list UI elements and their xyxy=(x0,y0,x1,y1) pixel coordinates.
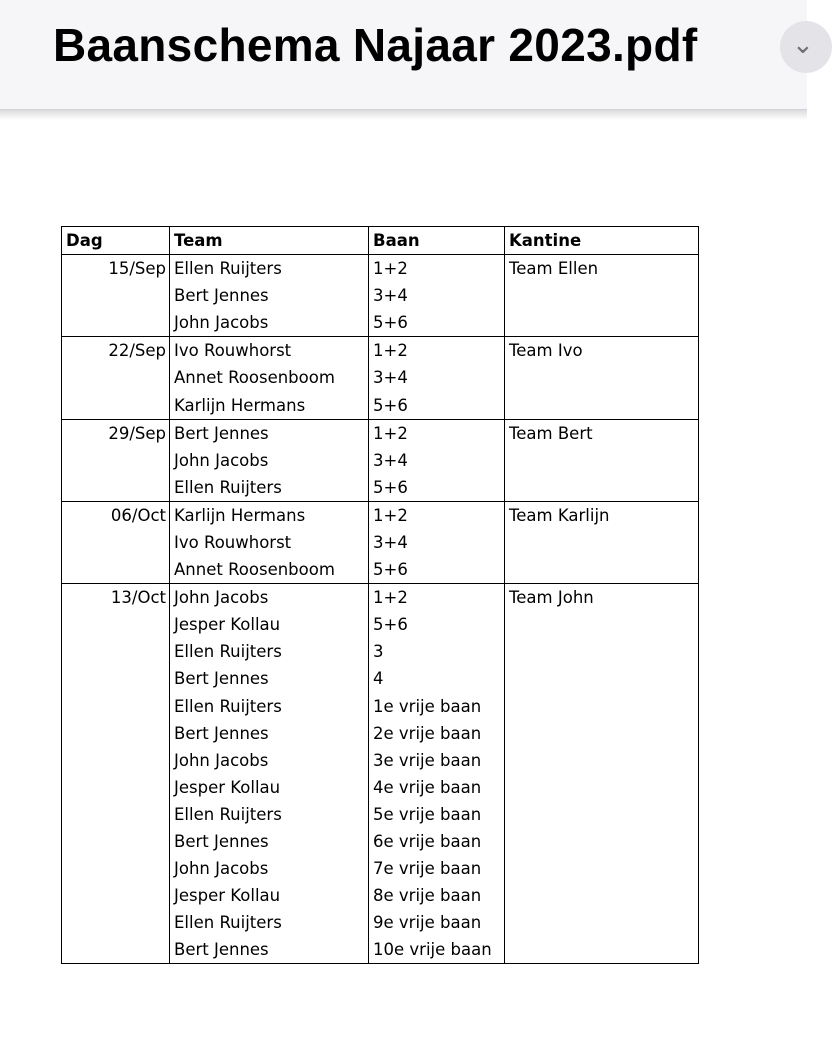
cell-baan: 3 xyxy=(369,638,505,665)
cell-baan: 3+4 xyxy=(369,364,505,391)
cell-baan: 10e vrije baan xyxy=(369,936,505,964)
table-row xyxy=(62,855,699,882)
cell-team: Jesper Kollau xyxy=(170,774,369,801)
cell-team: Jesper Kollau xyxy=(170,611,369,638)
cell-kantine xyxy=(505,447,699,474)
table-row xyxy=(62,309,699,337)
cell-kantine xyxy=(505,556,699,584)
schedule-body xyxy=(62,255,699,964)
cell-kantine xyxy=(505,529,699,556)
cell-baan: 3e vrije baan xyxy=(369,747,505,774)
cell-kantine xyxy=(505,747,699,774)
cell-kantine xyxy=(505,282,699,309)
cell-dag xyxy=(62,855,170,882)
title-bar xyxy=(0,0,814,110)
table-row xyxy=(62,474,699,502)
title-bar-shadow xyxy=(0,110,807,120)
table-row xyxy=(62,882,699,909)
cell-kantine xyxy=(505,801,699,828)
table-header-row xyxy=(62,227,699,255)
cell-kantine xyxy=(505,720,699,747)
cell-team: Ellen Ruijters xyxy=(170,255,369,283)
cell-dag xyxy=(62,882,170,909)
cell-baan: 4 xyxy=(369,665,505,692)
cell-team: Ellen Ruijters xyxy=(170,693,369,720)
cell-dag xyxy=(62,282,170,309)
cell-team: Annet Roosenboom xyxy=(170,556,369,584)
cell-dag xyxy=(62,638,170,665)
cell-kantine: Team Karlijn xyxy=(505,501,699,529)
cell-dag xyxy=(62,611,170,638)
table-row xyxy=(62,936,699,964)
cell-baan: 3+4 xyxy=(369,282,505,309)
column-header-dag: Dag xyxy=(62,227,170,255)
cell-baan: 3+4 xyxy=(369,529,505,556)
cell-dag: 22/Sep xyxy=(62,337,170,365)
cell-team: Ellen Ruijters xyxy=(170,474,369,502)
table-row xyxy=(62,419,699,447)
cell-team: Ellen Ruijters xyxy=(170,909,369,936)
table-row xyxy=(62,801,699,828)
cell-dag xyxy=(62,529,170,556)
cell-kantine: Team John xyxy=(505,584,699,612)
cell-baan: 1+2 xyxy=(369,584,505,612)
cell-baan: 1+2 xyxy=(369,337,505,365)
cell-kantine xyxy=(505,855,699,882)
table-row xyxy=(62,282,699,309)
column-header-team: Team xyxy=(170,227,369,255)
cell-kantine xyxy=(505,665,699,692)
cell-dag xyxy=(62,474,170,502)
cell-dag: 13/Oct xyxy=(62,584,170,612)
cell-kantine: Team Bert xyxy=(505,419,699,447)
cell-kantine xyxy=(505,909,699,936)
cell-baan: 5+6 xyxy=(369,556,505,584)
cell-dag xyxy=(62,693,170,720)
cell-team: Jesper Kollau xyxy=(170,882,369,909)
cell-baan: 5+6 xyxy=(369,474,505,502)
cell-team: Karlijn Hermans xyxy=(170,501,369,529)
cell-team: Bert Jennes xyxy=(170,720,369,747)
table-row xyxy=(62,584,699,612)
table-row xyxy=(62,828,699,855)
cell-team: Bert Jennes xyxy=(170,419,369,447)
table-row xyxy=(62,611,699,638)
table-row xyxy=(62,747,699,774)
table-row xyxy=(62,364,699,391)
table-row xyxy=(62,720,699,747)
cell-dag: 29/Sep xyxy=(62,419,170,447)
cell-dag: 15/Sep xyxy=(62,255,170,283)
cell-team: Ivo Rouwhorst xyxy=(170,529,369,556)
cell-team: Bert Jennes xyxy=(170,936,369,964)
cell-baan: 3+4 xyxy=(369,447,505,474)
cell-team: John Jacobs xyxy=(170,747,369,774)
cell-baan: 5+6 xyxy=(369,611,505,638)
table-row xyxy=(62,501,699,529)
cell-kantine xyxy=(505,828,699,855)
cell-dag xyxy=(62,909,170,936)
cell-kantine xyxy=(505,611,699,638)
cell-team: Bert Jennes xyxy=(170,282,369,309)
column-header-kantine: Kantine xyxy=(505,227,699,255)
cell-dag xyxy=(62,936,170,964)
cell-team: Ellen Ruijters xyxy=(170,801,369,828)
cell-baan: 8e vrije baan xyxy=(369,882,505,909)
cell-baan: 1+2 xyxy=(369,255,505,283)
table-row xyxy=(62,909,699,936)
cell-baan: 4e vrije baan xyxy=(369,774,505,801)
cell-dag xyxy=(62,828,170,855)
cell-baan: 9e vrije baan xyxy=(369,909,505,936)
cell-dag xyxy=(62,747,170,774)
table-row xyxy=(62,447,699,474)
cell-dag xyxy=(62,364,170,391)
cell-kantine xyxy=(505,693,699,720)
cell-dag xyxy=(62,309,170,337)
title-menu-button[interactable] xyxy=(780,21,832,73)
cell-dag: 06/Oct xyxy=(62,501,170,529)
table-row xyxy=(62,774,699,801)
cell-kantine xyxy=(505,882,699,909)
cell-dag xyxy=(62,720,170,747)
cell-kantine xyxy=(505,638,699,665)
cell-baan: 6e vrije baan xyxy=(369,828,505,855)
cell-baan: 1+2 xyxy=(369,501,505,529)
cell-team: Bert Jennes xyxy=(170,665,369,692)
cell-kantine xyxy=(505,936,699,964)
cell-team: Karlijn Hermans xyxy=(170,391,369,419)
table-row xyxy=(62,391,699,419)
cell-team: Annet Roosenboom xyxy=(170,364,369,391)
table-row xyxy=(62,665,699,692)
cell-kantine xyxy=(505,364,699,391)
cell-kantine xyxy=(505,774,699,801)
cell-team: Ivo Rouwhorst xyxy=(170,337,369,365)
table-row xyxy=(62,638,699,665)
cell-dag xyxy=(62,665,170,692)
cell-baan: 5+6 xyxy=(369,309,505,337)
cell-team: John Jacobs xyxy=(170,855,369,882)
cell-team: John Jacobs xyxy=(170,584,369,612)
cell-team: John Jacobs xyxy=(170,309,369,337)
cell-baan: 5+6 xyxy=(369,391,505,419)
cell-team: Bert Jennes xyxy=(170,828,369,855)
cell-dag xyxy=(62,774,170,801)
table-row xyxy=(62,693,699,720)
table-row xyxy=(62,255,699,283)
cell-baan: 5e vrije baan xyxy=(369,801,505,828)
table-row xyxy=(62,529,699,556)
table-row xyxy=(62,337,699,365)
cell-kantine xyxy=(505,474,699,502)
cell-kantine: Team Ellen xyxy=(505,255,699,283)
cell-dag xyxy=(62,801,170,828)
column-header-baan: Baan xyxy=(369,227,505,255)
schedule-table xyxy=(61,226,699,964)
cell-baan: 2e vrije baan xyxy=(369,720,505,747)
cell-kantine xyxy=(505,309,699,337)
cell-dag xyxy=(62,447,170,474)
table-row xyxy=(62,556,699,584)
cell-team: Ellen Ruijters xyxy=(170,638,369,665)
cell-kantine xyxy=(505,391,699,419)
chevron-down-icon: ⌄ xyxy=(792,30,814,60)
cell-kantine: Team Ivo xyxy=(505,337,699,365)
cell-dag xyxy=(62,391,170,419)
cell-baan: 7e vrije baan xyxy=(369,855,505,882)
document-title[interactable]: Baanschema Najaar 2023.pdf xyxy=(53,19,698,71)
cell-baan: 1e vrije baan xyxy=(369,693,505,720)
cell-baan: 1+2 xyxy=(369,419,505,447)
cell-dag xyxy=(62,556,170,584)
cell-team: John Jacobs xyxy=(170,447,369,474)
